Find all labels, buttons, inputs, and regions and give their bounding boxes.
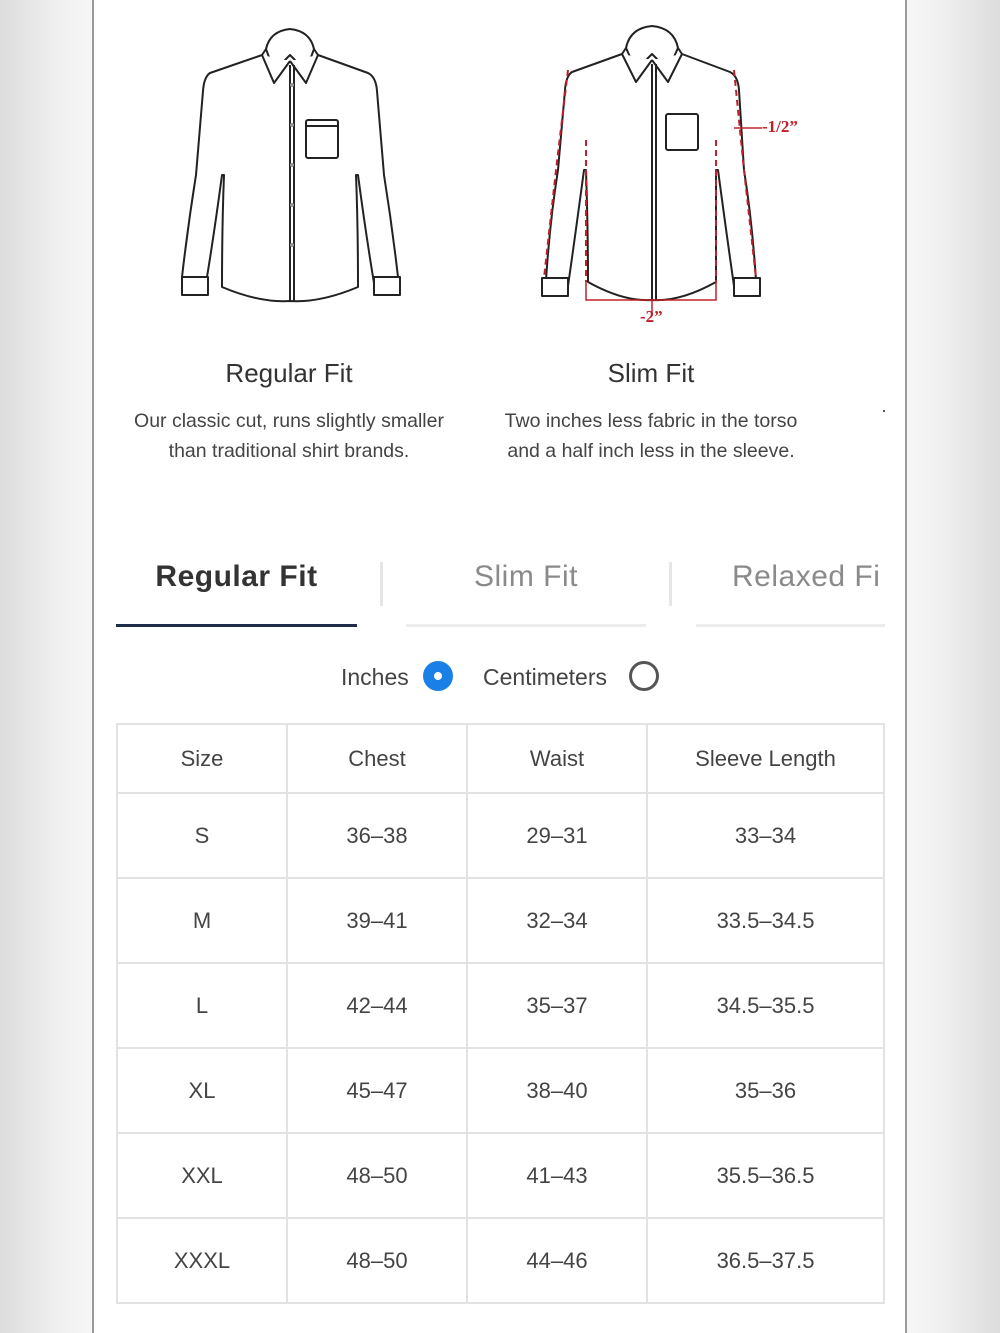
size-cell: XXXL	[117, 1218, 287, 1303]
header-size: Size	[117, 724, 287, 793]
sleeve-cell: 35.5–36.5	[647, 1133, 884, 1218]
chest-cell: 36–38	[287, 793, 467, 878]
size-cell: XL	[117, 1048, 287, 1133]
chest-cell: 48–50	[287, 1218, 467, 1303]
table-row	[117, 878, 884, 963]
unit-centimeters-label[interactable]: Centimeters	[483, 664, 607, 690]
unit-inches-label[interactable]: Inches	[341, 664, 409, 690]
size-chart-table	[116, 723, 885, 1304]
tab-slim-fit-underline	[406, 624, 646, 627]
tab-relaxed-fit[interactable]: Relaxed Fi	[732, 560, 881, 593]
chest-cell: 42–44	[287, 963, 467, 1048]
sleeve-cell: 33.5–34.5	[647, 878, 884, 963]
regular-fit-title: Regular Fit	[225, 358, 353, 388]
tab-slim-fit[interactable]: Slim Fit	[474, 560, 578, 593]
waist-cell: 44–46	[467, 1218, 647, 1303]
chest-cell: 39–41	[287, 878, 467, 963]
dot-mark	[883, 410, 885, 412]
size-cell: XXL	[117, 1133, 287, 1218]
tab-separator	[669, 562, 672, 606]
sleeve-reduction-label: -1/2”	[762, 117, 798, 136]
regular-fit-shirt-illustration	[170, 25, 410, 305]
size-cell: M	[117, 878, 287, 963]
waist-cell: 38–40	[467, 1048, 647, 1133]
sleeve-cell: 35–36	[647, 1048, 884, 1133]
table-row	[117, 1218, 884, 1303]
size-cell: S	[117, 793, 287, 878]
regular-fit-description: Our classic cut, runs slightly smaller than traditional shirt brands.	[134, 410, 444, 462]
sleeve-cell: 34.5–35.5	[647, 963, 884, 1048]
waist-cell: 32–34	[467, 878, 647, 963]
header-waist: Waist	[467, 724, 647, 793]
unit-centimeters-radio[interactable]	[629, 661, 659, 691]
tab-relaxed-fit-underline	[696, 624, 885, 627]
waist-cell: 35–37	[467, 963, 647, 1048]
header-sleeve-length: Sleeve Length	[647, 724, 884, 793]
sleeve-cell: 36.5–37.5	[647, 1218, 884, 1303]
table-row	[117, 963, 884, 1048]
table-row	[117, 1133, 884, 1218]
chest-cell: 45–47	[287, 1048, 467, 1133]
slim-fit-description: Two inches less fabric in the torso and a half inch less in the sleeve.	[504, 410, 798, 462]
size-cell: L	[117, 963, 287, 1048]
tab-regular-fit[interactable]: Regular Fit	[155, 560, 318, 593]
tab-separator	[380, 562, 383, 606]
table-row	[117, 1048, 884, 1133]
tab-regular-fit-underline	[116, 624, 357, 627]
sleeve-cell: 33–34	[647, 793, 884, 878]
slim-fit-shirt-illustration	[530, 20, 820, 330]
slim-fit-title: Slim Fit	[607, 358, 695, 388]
table-row	[117, 793, 884, 878]
unit-inches-radio[interactable]	[423, 661, 453, 691]
table-header-row	[117, 724, 884, 793]
waist-cell: 29–31	[467, 793, 647, 878]
waist-cell: 41–43	[467, 1133, 647, 1218]
torso-reduction-label: -2”	[640, 307, 663, 326]
header-chest: Chest	[287, 724, 467, 793]
chest-cell: 48–50	[287, 1133, 467, 1218]
